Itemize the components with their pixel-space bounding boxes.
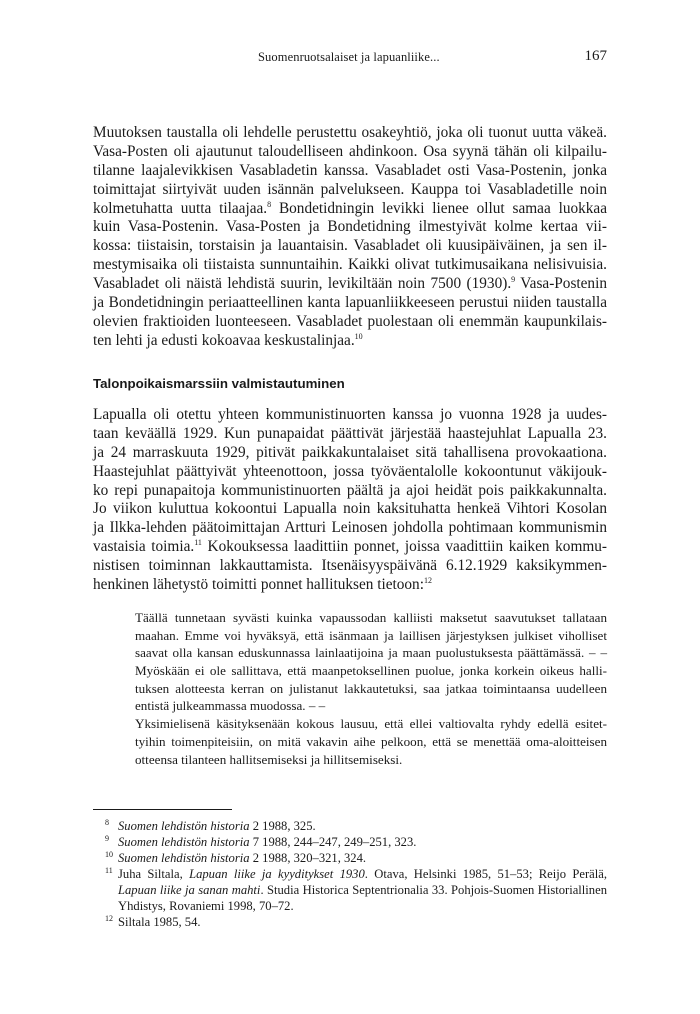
- footnote-line: [118, 850, 607, 866]
- footnote-title: Lapuan liike ja kyyditykset 1930: [189, 867, 365, 881]
- footnote-number: 8: [105, 818, 109, 827]
- running-head: [0, 48, 700, 70]
- footnote-line: [118, 818, 607, 834]
- text-run: henkinen lähetystö toimitti ponnet hallituksen tietoon:: [93, 576, 424, 594]
- footnote-text: . Otava, Helsinki 1985, 51–53; Reijo Perälä,: [364, 867, 608, 881]
- footnote-10: [93, 850, 607, 866]
- text-line: tilanne laajalevikkisen Vasabladetin kanssa. Vasabladet osti Vasa-Postenin, jonka: [93, 161, 607, 179]
- text-line: ja Ilkka-lehden päätoimittajan Artturi Leinosen johdolla pohtimaan kommunismin: [93, 519, 607, 537]
- text-run: Vasabladet oli näistä lehdistä suurin, levikiltään noin 7500 (1930).: [93, 275, 512, 293]
- footnote-text: Juha Siltala,: [118, 867, 190, 881]
- footnote-number: 10: [105, 850, 113, 859]
- footnote-number: 11: [105, 866, 113, 875]
- text-line: mestymisaika oli tiistaista sunnuntaihin. Kaikki olivat tutkimusaikana nelisivuisia.: [93, 256, 607, 274]
- text-run: ten lehti ja edusti kokoavaa keskustalinjaa.: [93, 331, 355, 349]
- footnote-ref: 11: [194, 538, 202, 548]
- quote-line: otteensa tilanteen hallitsemiseksi ja hillitsemiseksi.: [135, 751, 403, 767]
- quote-line: Täällä tunnetaan syvästi kuinka vapaussodan kalliisti maksetut saavutukset tallataan: [135, 610, 607, 625]
- footnote-ref: 10: [354, 331, 363, 341]
- footnote-ref: 8: [267, 199, 272, 209]
- text-run: Vasa-Postenin: [515, 275, 607, 293]
- text-run: Bondetidningin levikki lienee ollut samaa luokkaa: [271, 199, 607, 217]
- text-line: Vasa-Posten oli ajautunut taloudelliseen ahdinkoon. Osa syynä tähän oli kilpailu-: [93, 142, 607, 160]
- page-number: 167: [584, 48, 607, 64]
- text-run: kolmetuhatta uutta tilaajaa.: [93, 199, 268, 217]
- paragraph-1: [93, 124, 607, 351]
- section-heading: Talonpoikaismarssiin valmistautuminen: [93, 376, 345, 391]
- footnote-rule: [93, 809, 232, 810]
- text-line: kossa: tiistaisin, torstaisin ja lauantaisin. Vasabladet oli kuusipäiväinen, ja sen il-: [93, 237, 607, 255]
- footnote-title: Lapuan liike ja sanan mahti: [118, 883, 261, 897]
- text-line: nistisen toiminnan lakkauttamista. Itsenäisyyspäivänä 6.12.1929 kaksikymmen-: [93, 557, 607, 575]
- text-line: ja 24 marraskuuta 1929, pitivät paikkakuntalaiset sitä tahallisena provokaationa.: [93, 443, 607, 461]
- footnote-12: [93, 914, 607, 930]
- footnote-9: [93, 834, 607, 850]
- footnote-line: [118, 882, 607, 898]
- text-run: vastaisia toimia.: [93, 538, 195, 556]
- quote-line: entistä julkeammassa muodossa. – –: [135, 698, 326, 714]
- quote-line: tuksen alotteesta kerran on julistanut lakkautetuksi, saa jatkaa toimintaansa uudelleen: [135, 680, 607, 696]
- text-line: [93, 576, 607, 595]
- text-line: kuin Vasa-Postenin. Vasa-Posten ja Bondetidning ilmestyivät kolme kertaa vii-: [93, 218, 607, 236]
- text-line: ko repi punapaitoja kommunistinuorten päältä ja ajoi heidät pois paikkakunnalta.: [93, 481, 607, 499]
- footnote-title: Suomen lehdistön historia: [118, 819, 250, 833]
- text-line: Lapualla oli otettu yhteen kommunistinuorten kanssa jo vuonna 1928 ja uudes-: [93, 406, 607, 423]
- footnotes: [93, 818, 607, 930]
- text-line: Haastejuhlat päättyivät yhteenottoon, jossa työväentalolle kokoontunut väkijouk-: [93, 462, 607, 480]
- footnote-11: [93, 866, 607, 914]
- text-line: [93, 332, 607, 351]
- quote-line: Myöskään ei ole sallittava, että maanpetoksellinen puolue, jonka korkein oikeus halli-: [135, 663, 607, 679]
- footnote-title: Suomen lehdistön historia: [118, 851, 250, 865]
- text-line: [93, 275, 607, 294]
- paragraph-2: [93, 406, 607, 595]
- text-line: [93, 538, 607, 557]
- footnote-title: Suomen lehdistön historia: [118, 835, 250, 849]
- quote-line: tyihin toimenpiteisiin, on mitä vakavin aihe pelkoon, että se menettää oma-aloitteisen: [135, 733, 607, 749]
- footnote-text: 7 1988, 244–247, 249–251, 323.: [249, 835, 417, 849]
- quote-line: maahan. Emme voi hyväksyä, että isänmaan ja laillisen järjestyksen julkiset viholliset: [135, 627, 607, 643]
- text-line: toimittajat siirtyivät uuden isännän palvelukseen. Kauppa toi Vasabladetille noin: [93, 180, 607, 198]
- footnote-line: Siltala 1985, 54.: [118, 915, 201, 929]
- footnote-number: 12: [105, 914, 113, 923]
- footnote-line: [118, 834, 607, 850]
- footnote-ref: 12: [423, 576, 432, 586]
- footnote-text: 2 1988, 325.: [249, 819, 316, 833]
- text-line: [93, 200, 607, 219]
- text-line: taan keväällä 1929. Kun punapaidat päättivät järjestää haastejuhlat Lapualla 23.: [93, 424, 607, 442]
- text-line: olevien fraktioiden luonteeseen. Vasabladet puolestaan oli enemmän kaupunkilais-: [93, 312, 607, 330]
- footnote-8: [93, 818, 607, 834]
- text-line: ja Bondetidningin periaatteellinen kanta lapuanliikkeeseen perustui niiden taustalla: [93, 294, 607, 312]
- footnote-line: [118, 866, 607, 882]
- footnote-ref: 9: [511, 275, 516, 285]
- block-quote: [135, 609, 607, 768]
- footnote-text: . Studia Historica Septentrionalia 33. Pohjois-Suomen Historiallinen: [260, 883, 607, 897]
- quote-line: Yksimielisenä käsityksenään kokous lausuu, että ellei valtiovalta ryhdy edellä esitet-: [135, 716, 607, 732]
- running-head-title: Suomenruotsalaiset ja lapuanliike...: [258, 50, 440, 64]
- text-run: Kokouksessa laadittiin ponnet, joissa vaadittiin kaiken kommu-: [201, 538, 607, 556]
- footnote-line: Yhdistys, Rovaniemi 1998, 70–72.: [118, 899, 294, 913]
- footnote-text: 2 1988, 320–321, 324.: [249, 851, 367, 865]
- quote-line: saavat olla kansan eduskunnassa lainlaatijoina ja maan puolustuksesta päättämässä. – –: [135, 645, 607, 661]
- text-line: Jo viikon kuluttua kokoontui Lapualla noin kaksituhatta henkeä Vihtori Kosolan: [93, 500, 607, 518]
- text-line: Muutoksen taustalla oli lehdelle perustettu osakeyhtiö, joka oli tuonut uutta väkeä.: [93, 124, 607, 141]
- footnote-number: 9: [105, 834, 109, 843]
